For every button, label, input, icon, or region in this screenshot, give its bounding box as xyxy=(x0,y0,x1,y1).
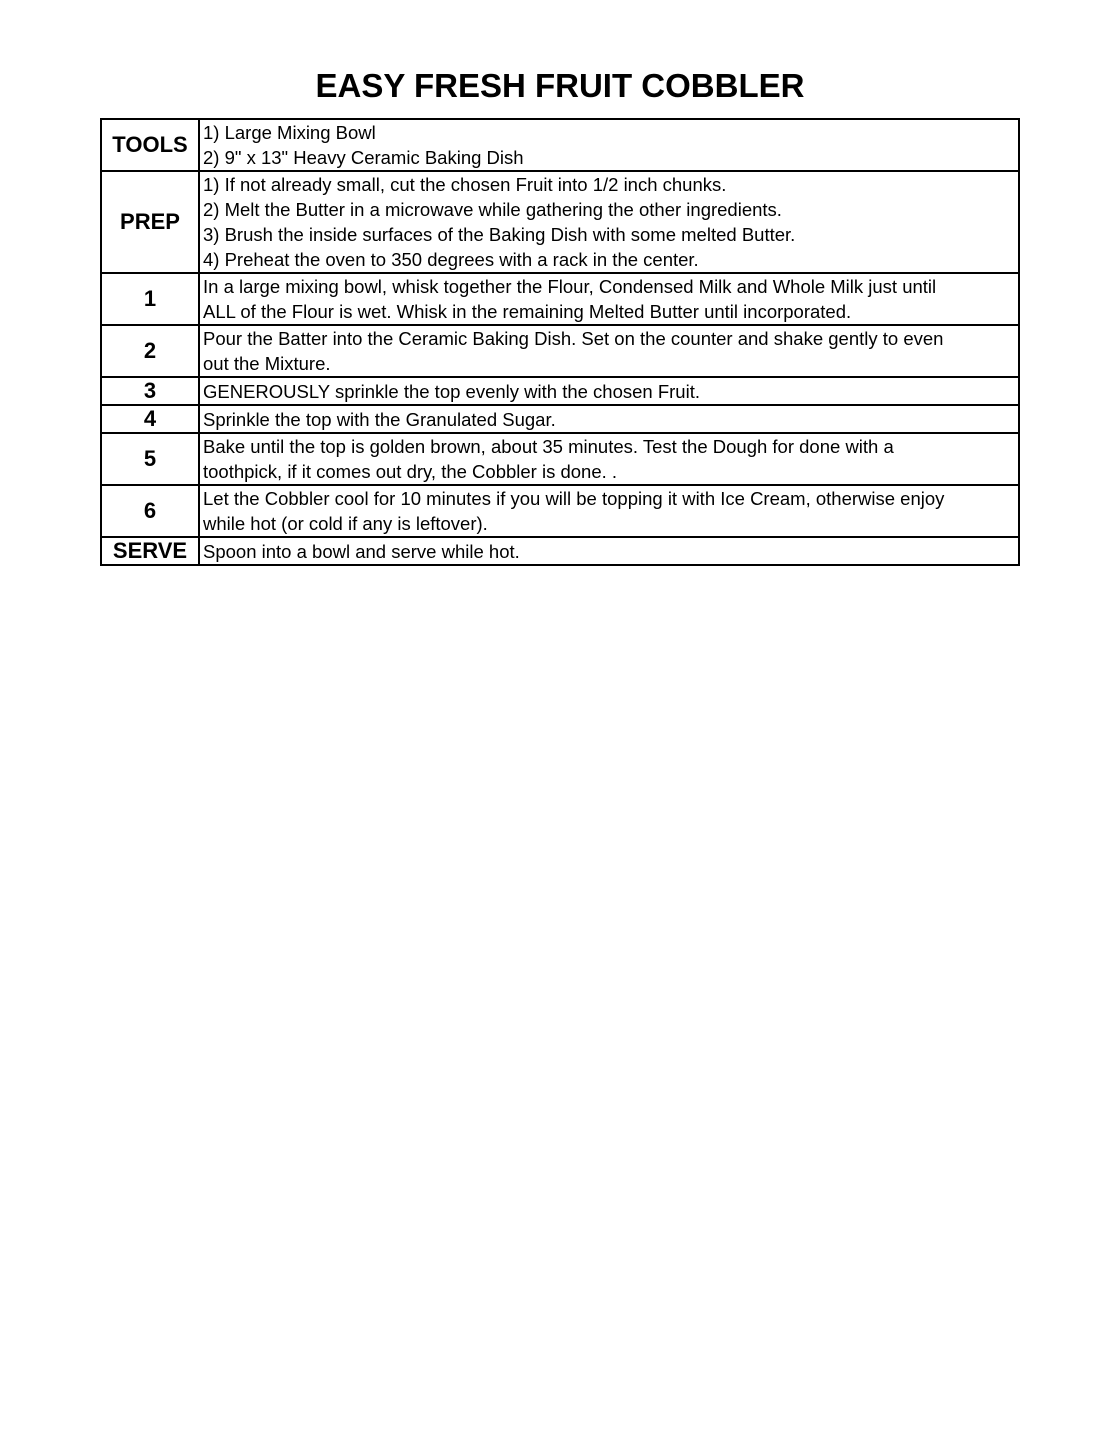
step-line: Let the Cobbler cool for 10 minutes if you will be topping it with Ice Cream, otherwise enjoy xyxy=(203,488,945,509)
row-label-step-3: 3 xyxy=(101,377,199,405)
tools-line: 1) Large Mixing Bowl xyxy=(203,122,376,143)
recipe-title: EASY FRESH FRUIT COBBLER xyxy=(315,67,805,104)
row-content-step-1 xyxy=(199,273,1019,325)
row-label-step-4: 4 xyxy=(101,405,199,433)
step-line: out the Mixture. xyxy=(203,353,331,374)
recipe-table xyxy=(100,118,1020,566)
step-line: Bake until the top is golden brown, about 35 minutes. Test the Dough for done with a xyxy=(203,436,894,457)
step-line: toothpick, if it comes out dry, the Cobbler is done. . xyxy=(203,461,618,482)
row-content-step-5 xyxy=(199,433,1019,485)
row-label-step-5: 5 xyxy=(101,433,199,485)
step-line: ALL of the Flour is wet. Whisk in the remaining Melted Butter until incorporated. xyxy=(203,301,852,322)
row-label-tools: TOOLS xyxy=(101,119,199,171)
table-row-step-6 xyxy=(101,485,1019,537)
table-row-tools xyxy=(101,119,1019,171)
prep-line: 1) If not already small, cut the chosen Fruit into 1/2 inch chunks. xyxy=(203,174,727,195)
row-content-step-2 xyxy=(199,325,1019,377)
row-label-serve: SERVE xyxy=(101,537,199,565)
table-row-prep xyxy=(101,171,1019,273)
row-label-prep: PREP xyxy=(101,171,199,273)
table-row-serve xyxy=(101,537,1019,565)
table-row-step-1 xyxy=(101,273,1019,325)
step-line: Pour the Batter into the Ceramic Baking Dish. Set on the counter and shake gently to even xyxy=(203,328,944,349)
serve-line: Spoon into a bowl and serve while hot. xyxy=(203,540,520,562)
row-label-step-2: 2 xyxy=(101,325,199,377)
row-content-step-3 xyxy=(199,377,1019,405)
prep-line: 4) Preheat the oven to 350 degrees with a rack in the center. xyxy=(203,249,699,270)
row-content-serve xyxy=(199,537,1019,565)
row-content-step-6 xyxy=(199,485,1019,537)
step-line: Sprinkle the top with the Granulated Sugar. xyxy=(203,408,556,430)
row-label-step-6: 6 xyxy=(101,485,199,537)
row-content-step-4 xyxy=(199,405,1019,433)
table-row-step-5 xyxy=(101,433,1019,485)
row-content-tools xyxy=(199,119,1019,171)
row-label-step-1: 1 xyxy=(101,273,199,325)
prep-line: 2) Melt the Butter in a microwave while gathering the other ingredients. xyxy=(203,199,782,220)
prep-line: 3) Brush the inside surfaces of the Baking Dish with some melted Butter. xyxy=(203,224,796,245)
tools-line: 2) 9" x 13" Heavy Ceramic Baking Dish xyxy=(203,147,524,168)
step-line: while hot (or cold if any is leftover). xyxy=(203,513,488,534)
table-row-step-3 xyxy=(101,377,1019,405)
row-content-prep xyxy=(199,171,1019,273)
step-line: GENEROUSLY sprinkle the top evenly with the chosen Fruit. xyxy=(203,380,700,402)
table-row-step-2 xyxy=(101,325,1019,377)
step-line: In a large mixing bowl, whisk together the Flour, Condensed Milk and Whole Milk just until xyxy=(203,276,937,297)
table-row-step-4 xyxy=(101,405,1019,433)
